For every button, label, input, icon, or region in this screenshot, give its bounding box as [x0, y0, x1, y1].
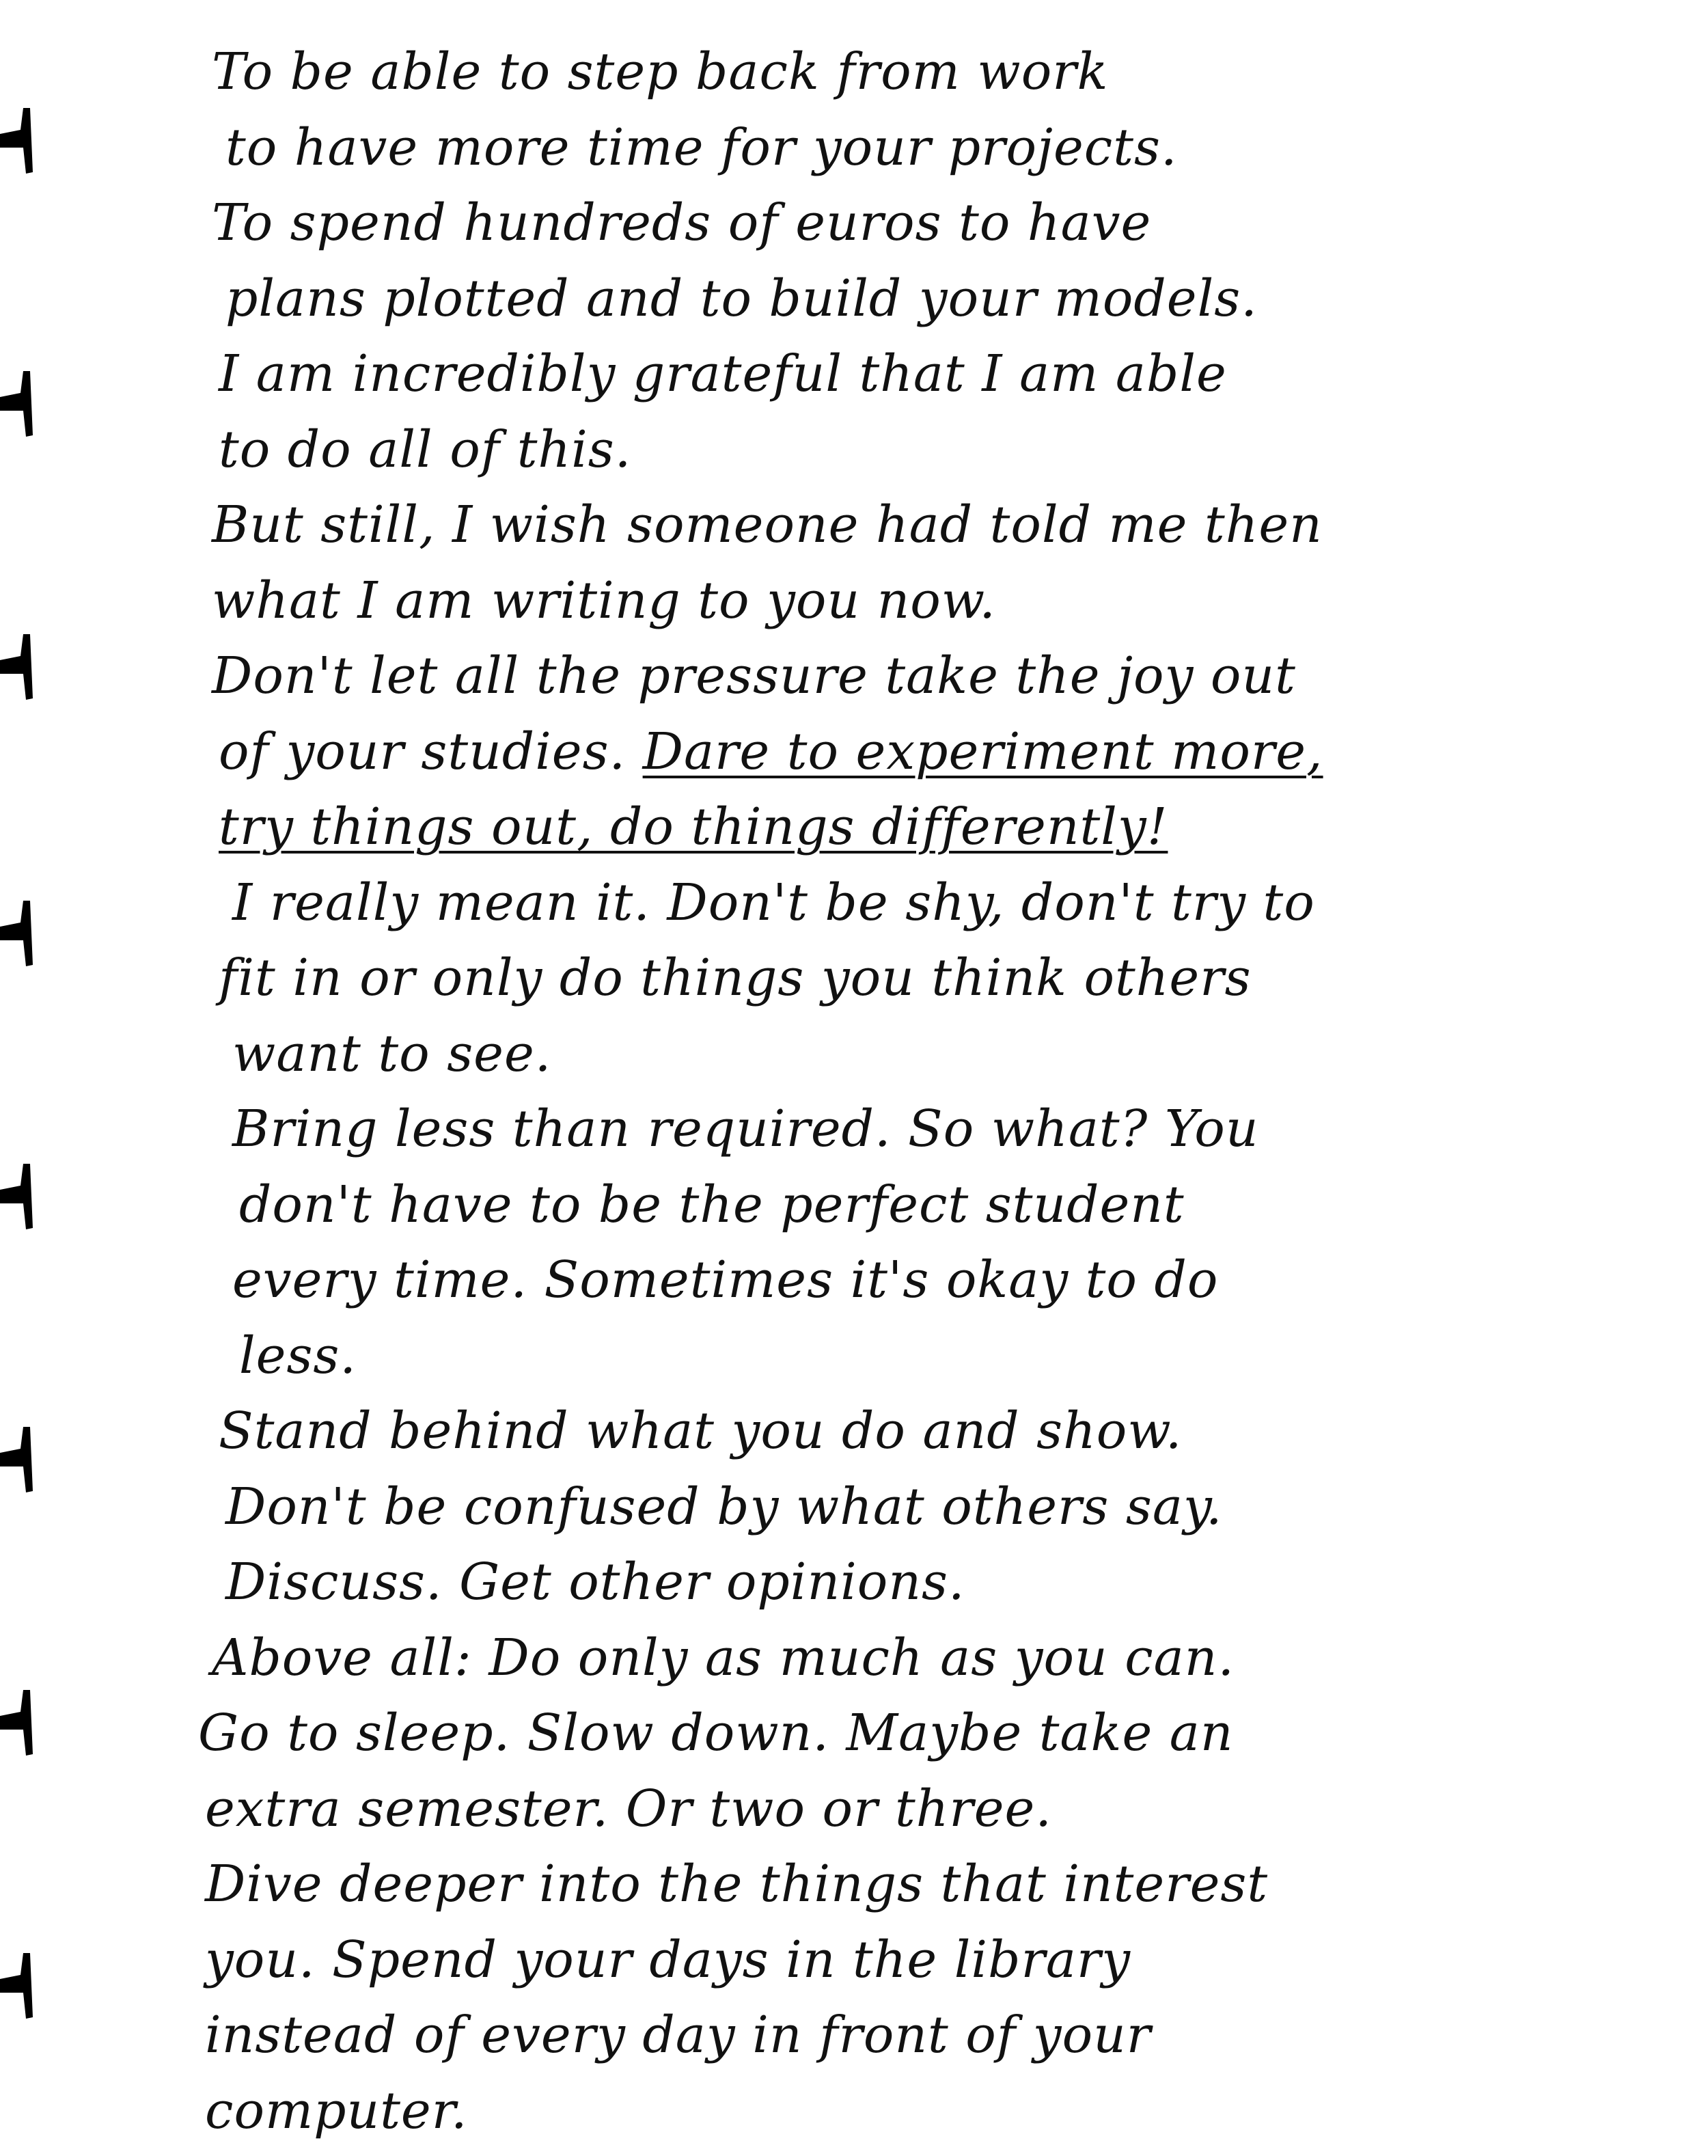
- letter-line: Stand behind what you do and show.: [219, 1402, 1183, 1460]
- letter-line: what I am writing to you now.: [212, 571, 996, 630]
- letter-line: I am incredibly grateful that I am able: [219, 344, 1227, 403]
- binder-holes: [0, 0, 41, 2156]
- handwritten-letter: [198, 34, 1565, 2148]
- binder-hole-icon: [0, 1948, 37, 2023]
- letter-line: But still, I wish someone had told me then: [212, 495, 1323, 554]
- binder-hole-icon: [0, 1421, 37, 1497]
- letter-line: Discuss. Get other opinions.: [225, 1553, 965, 1611]
- binder-hole-icon: [0, 366, 37, 441]
- letter-line: instead of every day in front of your: [205, 2006, 1152, 2064]
- letter-line: to have more time for your projects.: [225, 118, 1178, 177]
- letter-line: less.: [239, 1326, 357, 1385]
- letter-line: want to see.: [232, 1024, 552, 1083]
- letter-line: [198, 789, 1565, 865]
- letter-line: I really mean it. Don't be shy, don't try to: [232, 873, 1315, 932]
- letter-line: plans plotted and to build your models.: [225, 269, 1258, 328]
- letter-line: Above all: Do only as much as you can.: [212, 1628, 1235, 1687]
- letter-line: Don't be confused by what others say.: [225, 1477, 1223, 1536]
- letter-line: extra semester. Or two or three.: [205, 1779, 1052, 1838]
- binder-hole-icon: [0, 629, 37, 704]
- letter-line: to do all of this.: [219, 420, 632, 479]
- letter-line: To be able to step back from work: [212, 42, 1109, 101]
- binder-hole-icon: [0, 1158, 37, 1233]
- binder-hole-icon: [0, 103, 37, 178]
- letter-line: Dive deeper into the things that interest: [205, 1855, 1269, 1913]
- letter-line: [198, 714, 1565, 790]
- underlined-phrase: Dare to experiment more,: [642, 722, 1323, 781]
- letter-line: computer.: [205, 2081, 468, 2140]
- letter-line: Don't let all the pressure take the joy out: [212, 646, 1296, 705]
- letter-line: fit in or only do things you think others: [219, 949, 1252, 1007]
- underlined-phrase: try things out, do things differently!: [219, 797, 1168, 856]
- letter-line: don't have to be the perfect student: [239, 1175, 1185, 1234]
- letter-line: Bring less than required. So what? You: [232, 1100, 1259, 1158]
- letter-line: To spend hundreds of euros to have: [212, 193, 1152, 252]
- letter-line: Go to sleep. Slow down. Maybe take an: [198, 1704, 1234, 1762]
- binder-hole-icon: [0, 895, 37, 970]
- letter-line: every time. Sometimes it's okay to do: [232, 1251, 1219, 1309]
- letter-line-plain: of your studies.: [219, 722, 626, 781]
- binder-hole-icon: [0, 1684, 37, 1760]
- letter-line: you. Spend your days in the library: [205, 1930, 1131, 1989]
